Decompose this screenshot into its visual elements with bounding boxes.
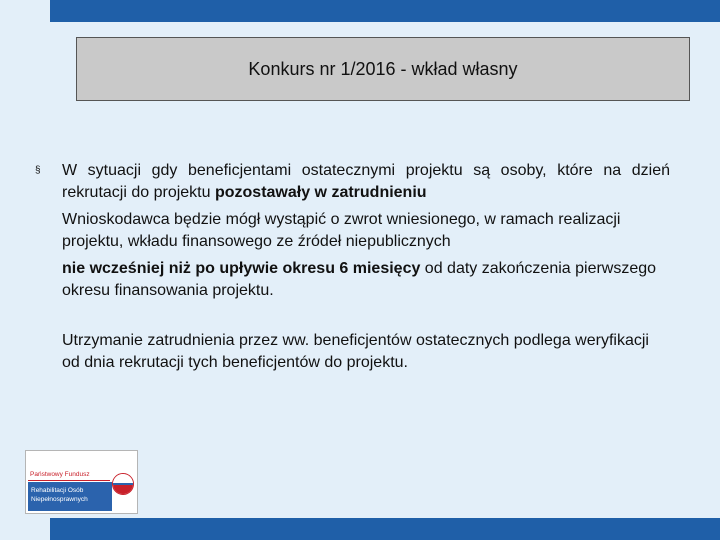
paragraph-4: [62, 330, 670, 374]
logo-divider: [28, 480, 110, 481]
logo-emblem-icon: [112, 473, 134, 495]
paragraph-1-text: W sytuacji gdy beneficjentami ostatecznymi projektu są osoby, które na dzień rekrutacji do projektu: [62, 162, 670, 201]
slide-title: Konkurs nr 1/2016 - wkład własny: [248, 58, 518, 79]
top-banner-bar: [50, 0, 720, 22]
paragraph-4-text: Utrzymanie zatrudnienia przez ww. beneficjentów ostatecznych podlega weryfikacji od dnia rekrutacji tych beneficjentów do projektu.: [62, 332, 649, 371]
slide-title-box: [76, 37, 690, 101]
paragraph-3-bold: nie wcześniej niż po upływie okresu 6 miesięcy: [62, 260, 421, 277]
logo-line-1: Państwowy Fundusz: [30, 471, 90, 478]
logo-line-2: Rehabilitacji Osób: [31, 487, 84, 494]
bullet-item: [35, 160, 670, 204]
bottom-banner-bar: [50, 518, 720, 540]
paragraph-1: [62, 160, 670, 204]
slide-content: [35, 160, 670, 374]
logo-blue-text: [31, 486, 88, 504]
paragraph-1-bold: pozostawały w zatrudnieniu: [214, 184, 427, 201]
bullet-marker: §: [35, 165, 41, 176]
logo-blue-panel: [28, 482, 112, 511]
paragraph-3: [62, 258, 670, 302]
paragraph-2-text: Wnioskodawca będzie mógł wystąpić o zwrot wniesionego, w ramach realizacji projektu, wkładu finansowego ze źródeł niepublicznych: [62, 211, 621, 250]
pfron-logo: [25, 450, 138, 514]
logo-line-3: Niepełnosprawnych: [31, 496, 88, 503]
paragraph-2: [62, 209, 670, 253]
paragraph-3-text: od daty zakończenia pierwszego okresu finansowania projektu.: [62, 260, 657, 299]
